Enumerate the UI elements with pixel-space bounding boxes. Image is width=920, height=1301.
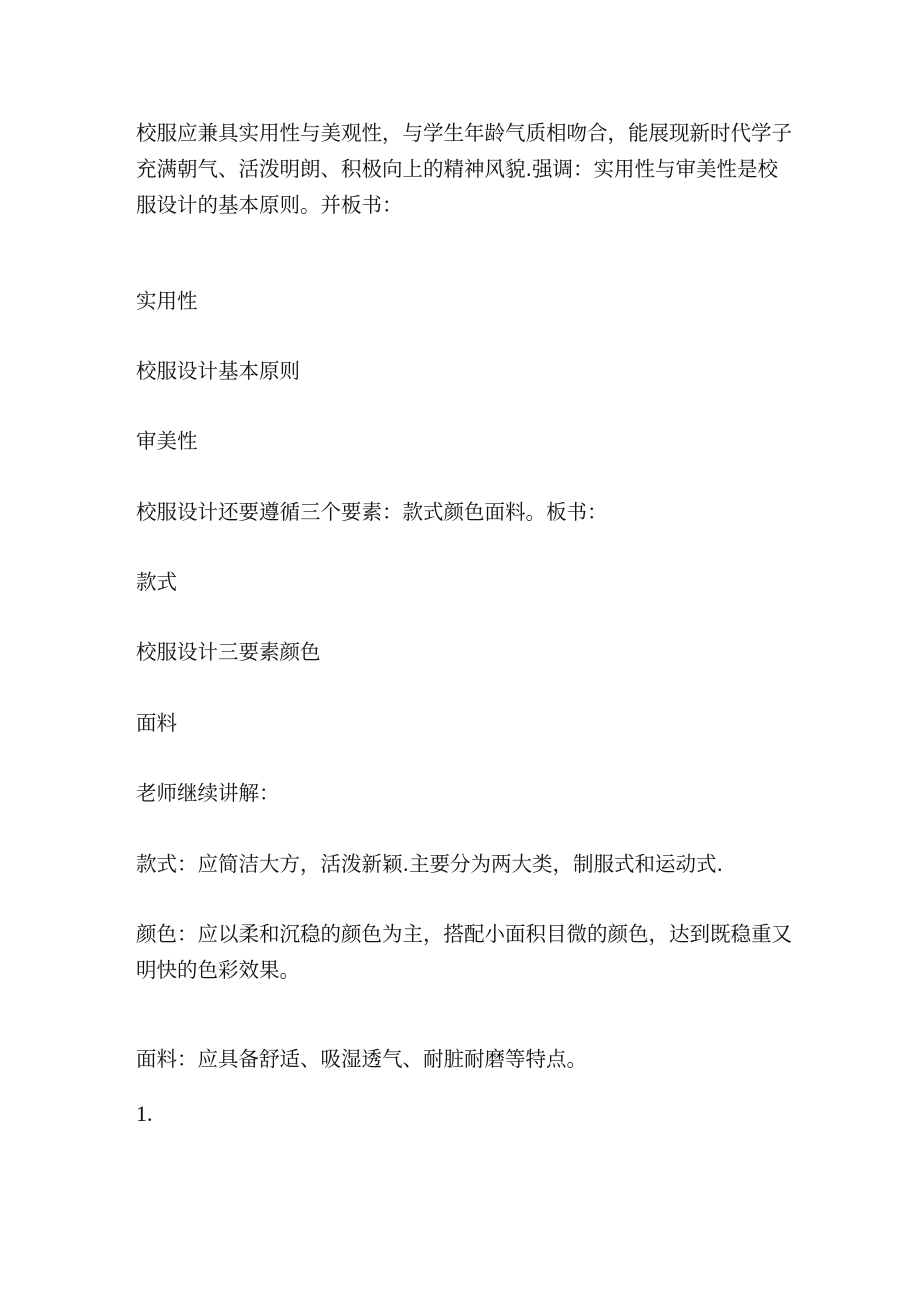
board-item-three-elements-color: 校服设计三要素颜色	[136, 640, 321, 664]
paragraph-principles-intro: 校服应兼具实用性与美观性，与学生年龄气质相吻合，能展现新时代学子充满朝气、活泼明朗、积极向上的精神风貌.强调：实用性与审美性是校服设计的基本原则。并板书：	[136, 121, 792, 217]
board-item-style: 款式	[136, 570, 177, 594]
list-number: 1.	[136, 1101, 153, 1126]
paragraph-teacher-explains: 老师继续讲解：	[136, 781, 280, 805]
board-item-aesthetics: 审美性	[136, 429, 198, 453]
board-item-practicality: 实用性	[136, 289, 198, 313]
paragraph-fabric-detail: 面料：应具备舒适、吸湿透气、耐脏耐磨等特点。	[136, 1047, 587, 1071]
board-item-fabric: 面料	[136, 711, 177, 735]
paragraph-color-detail: 颜色：应以柔和沉稳的颜色为主，搭配小面积目微的颜色，达到既稳重又明快的色彩效果。	[136, 922, 792, 982]
paragraph-style-detail: 款式：应简洁大方，活泼新颖.主要分为两大类，制服式和运动式.	[136, 852, 724, 876]
board-item-design-principles: 校服设计基本原则	[136, 359, 300, 383]
paragraph-three-elements: 校服设计还要遵循三个要素：款式颜色面料。板书：	[136, 500, 608, 524]
